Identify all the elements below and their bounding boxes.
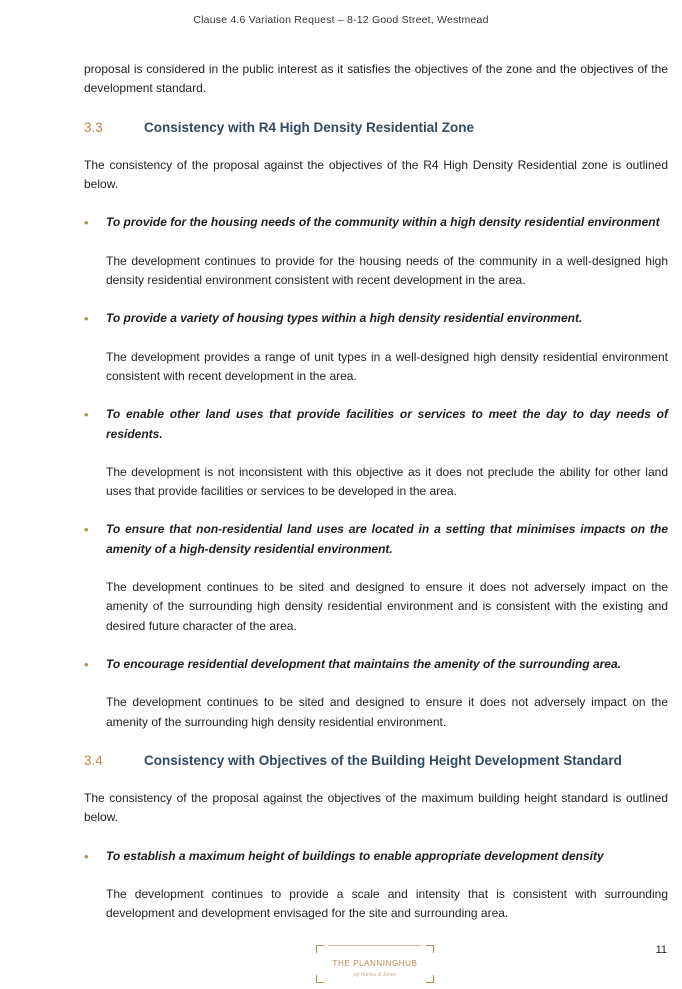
logo-rule bbox=[328, 945, 422, 946]
planninghub-logo bbox=[316, 945, 434, 983]
logo-tagline: by Hames & Jones bbox=[354, 972, 396, 978]
objective-bullet bbox=[84, 520, 668, 559]
section-number: 3.4 bbox=[84, 752, 103, 768]
objective-text: To provide for the housing needs of the community within a high density residential environment bbox=[106, 215, 660, 230]
objective-bullet bbox=[84, 213, 668, 232]
document-body bbox=[84, 60, 668, 943]
objective-response: The development is not inconsistent with this objective as it does not preclude the ability for other land uses that provide facilities or services to be developed in the area. bbox=[106, 464, 668, 499]
objective-response: The development continues to provide for the housing needs of the community in a well-designed high density residential environment consistent with recent development in the area. bbox=[106, 253, 668, 288]
bullet-icon: • bbox=[84, 848, 89, 864]
bullet-icon: • bbox=[84, 311, 89, 327]
logo-name: THE PLANNINGHUB bbox=[332, 959, 418, 968]
objective-text: To encourage residential development that maintains the amenity of the surrounding area. bbox=[106, 656, 621, 671]
page-header: Clause 4.6 Variation Request – 8-12 Good Street, Westmead bbox=[193, 14, 489, 26]
section-title: Consistency with R4 High Density Residential Zone bbox=[144, 119, 475, 135]
section-heading-3-3 bbox=[84, 118, 668, 137]
objective-response: The development provides a range of unit types in a well-designed high density residential environment consistent with recent development in the area. bbox=[106, 349, 668, 383]
objective-bullet bbox=[84, 655, 668, 674]
bullet-icon: • bbox=[84, 407, 89, 423]
objective-text: To establish a maximum height of buildings to enable appropriate development density bbox=[106, 848, 604, 863]
objective-bullet bbox=[84, 309, 668, 328]
objective-text: To provide a variety of housing types within a high density residential environment. bbox=[106, 311, 583, 326]
bullet-icon: • bbox=[84, 656, 89, 672]
objective-response: The development continues to provide a scale and intensity that is consistent with surrounding development and development envisaged for the site and surrounding area. bbox=[106, 887, 668, 921]
logo-corner-icon bbox=[426, 945, 434, 953]
section-title: Consistency with Objectives of the Building Height Development Standard bbox=[144, 752, 622, 768]
section-intro: The consistency of the proposal against the objectives of the maximum building height standard is outlined below. bbox=[84, 791, 668, 825]
objective-text: To ensure that non-residential land uses are located in a setting that minimises impacts on the amenity of a high-density residential environment. bbox=[106, 522, 668, 556]
objective-response: The development continues to be sited and designed to ensure it does not adversely impact on the amenity of the surrounding high density residential environment. bbox=[106, 695, 668, 729]
section-intro: The consistency of the proposal against the objectives of the R4 High Density Residential zone is outlined below. bbox=[84, 157, 668, 192]
bullet-icon: • bbox=[84, 522, 89, 538]
intro-paragraph: proposal is considered in the public interest as it satisfies the objectives of the zone and the objectives of the development standard. bbox=[84, 62, 668, 96]
objective-text: To enable other land uses that provide facilities or services to meet the day to day needs of residents. bbox=[106, 407, 668, 441]
objective-response: The development continues to be sited and designed to ensure it does not adversely impact on the amenity of the surrounding high density residential environment and is consistent with the existing and desired future character of the area. bbox=[106, 580, 668, 633]
section-heading-3-4 bbox=[84, 751, 668, 770]
section-number: 3.3 bbox=[84, 119, 103, 135]
objective-bullet bbox=[84, 405, 668, 444]
logo-corner-icon bbox=[316, 945, 324, 953]
page-number: 11 bbox=[655, 944, 667, 956]
objective-bullet bbox=[84, 847, 668, 866]
bullet-icon: • bbox=[84, 215, 89, 231]
